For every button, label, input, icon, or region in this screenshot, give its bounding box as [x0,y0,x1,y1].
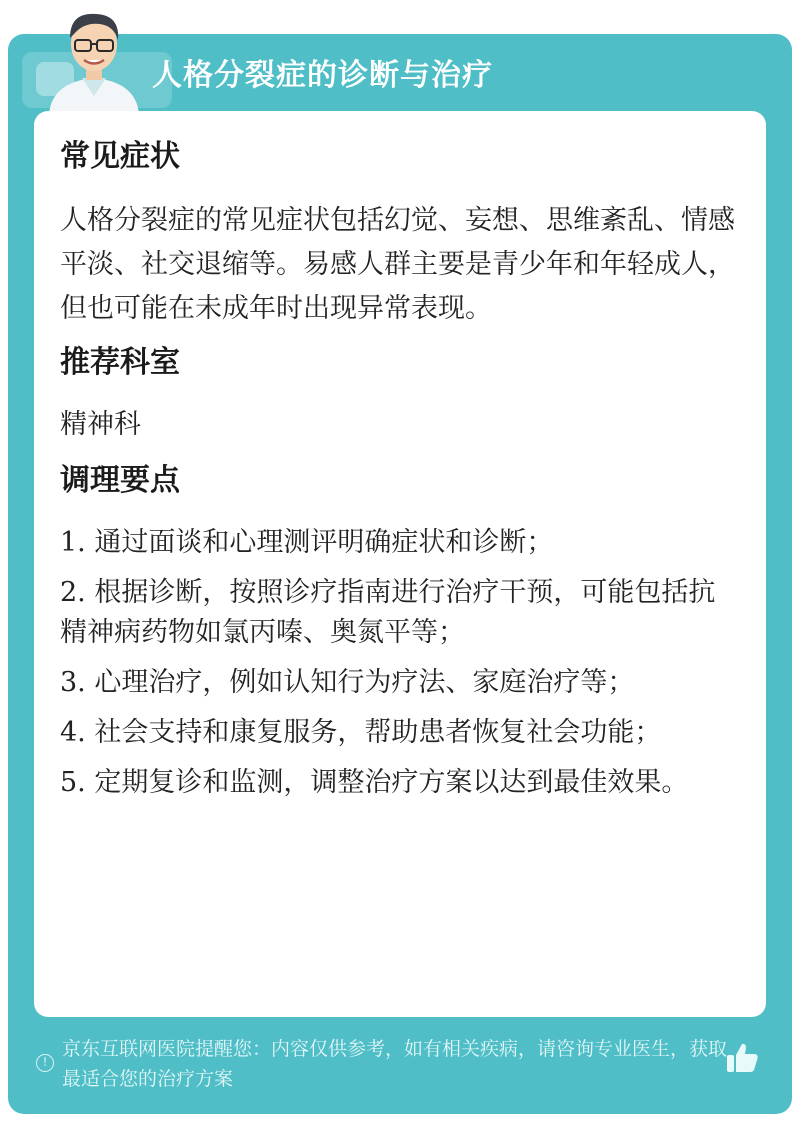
item-number: 4. [60,717,86,748]
section-text: 人格分裂症的常见症状包括幻觉、妄想、思维紊乱、情感平淡、社交退缩等。易感人群主要是青少年和年轻成人，但也可能在未成年时出现异常表现。 [60,205,735,324]
item-number: 5. [60,767,86,798]
section-care [60,461,740,803]
item-text: 根据诊断，按照诊疗指南进行治疗干预，可能包括抗精神病药物如氯丙嗪、奥氮平等； [60,577,716,648]
item-number: 3. [60,667,86,698]
list-item [60,713,740,753]
item-number: 2. [60,577,86,608]
section-heading: 常见症状 [60,139,180,174]
section-heading: 调理要点 [60,463,180,498]
item-text: 心理治疗，例如认知行为疗法、家庭治疗等； [85,667,635,698]
section-department [60,343,740,447]
section-text: 精神科 [60,409,141,440]
doctor-avatar-icon [44,4,144,114]
item-number: 1. [60,527,86,558]
info-icon: ! [36,1054,54,1072]
list-item [60,763,740,803]
care-list [60,523,740,803]
disclaimer-text: 京东互联网医院提醒您：内容仅供参考，如有相关疾病，请咨询专业医生，获取最适合您的治疗方案 [62,1038,728,1090]
list-item [60,523,740,563]
item-text: 通过面谈和心理测评明确症状和诊断； [85,527,554,558]
list-item [60,573,740,653]
content-card [34,111,766,1017]
item-text: 定期复诊和监测，调整治疗方案以达到最佳效果。 [85,767,689,798]
page-title: 人格分裂症的诊断与治疗 [152,58,493,93]
section-heading: 推荐科室 [60,345,180,380]
list-item [60,663,740,703]
section-symptoms [60,137,740,331]
footer-disclaimer [36,1032,736,1102]
item-text: 社会支持和康复服务，帮助患者恢复社会功能； [85,717,662,748]
thumbs-up-icon[interactable] [724,1040,760,1076]
